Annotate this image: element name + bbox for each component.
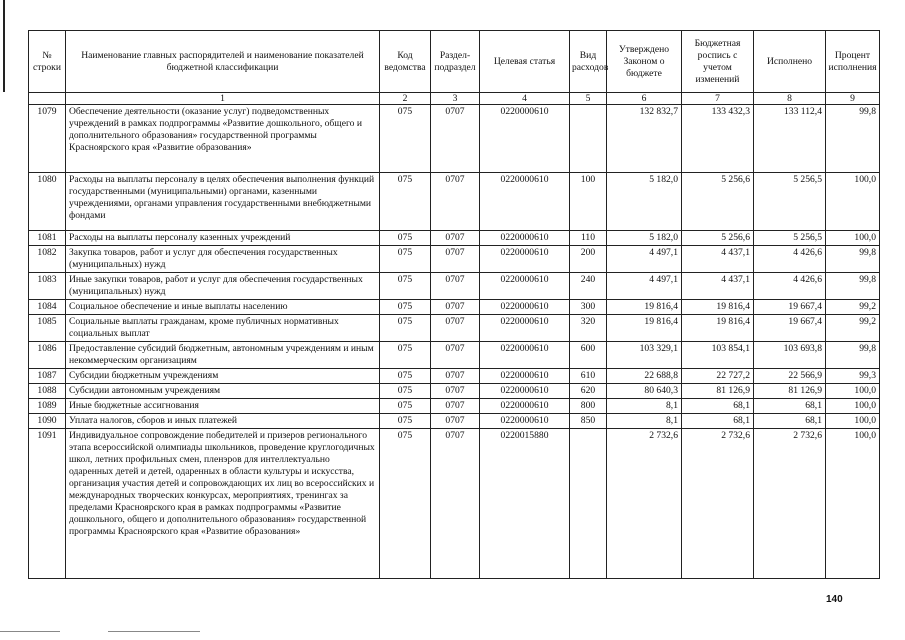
- row-revised: 22 727,2: [682, 369, 754, 384]
- row-target: 0220000610: [480, 369, 570, 384]
- header-row: [29, 31, 880, 93]
- row-approved: 5 182,0: [607, 173, 682, 231]
- row-expense: 850: [570, 414, 607, 429]
- row-revised: 68,1: [682, 414, 754, 429]
- table-row: [29, 399, 880, 414]
- table-row: [29, 414, 880, 429]
- row-executed: 4 426,6: [754, 273, 826, 300]
- row-target: 0220000610: [480, 300, 570, 315]
- row-num: 1084: [29, 300, 66, 315]
- row-dept: 075: [380, 342, 431, 369]
- column-number: 8: [754, 93, 826, 105]
- row-dept: 075: [380, 273, 431, 300]
- table-row: [29, 105, 880, 173]
- row-percent: 99,3: [826, 369, 880, 384]
- row-target: 0220000610: [480, 384, 570, 399]
- row-revised: 5 256,6: [682, 231, 754, 246]
- row-target: 0220000610: [480, 342, 570, 369]
- row-percent: 100,0: [826, 384, 880, 399]
- header-dept: Код ведомства: [380, 31, 431, 93]
- header-num: № строки: [29, 31, 66, 93]
- row-name: Расходы на выплаты персоналу в целях обеспечения выполнения функций государственными (муниципальными) органами, казенными учреждениями, органами управления государственными внебюджетными фондами: [66, 173, 380, 231]
- page-edge-rule: [3, 0, 5, 92]
- row-executed: 2 732,6: [754, 429, 826, 579]
- row-approved: 2 732,6: [607, 429, 682, 579]
- row-percent: 99,8: [826, 105, 880, 173]
- table-row: [29, 342, 880, 369]
- row-expense: 320: [570, 315, 607, 342]
- row-num: 1085: [29, 315, 66, 342]
- table-row: [29, 384, 880, 399]
- row-num: 1080: [29, 173, 66, 231]
- row-section: 0707: [431, 315, 480, 342]
- table-row: [29, 369, 880, 384]
- row-executed: 5 256,5: [754, 231, 826, 246]
- row-section: 0707: [431, 246, 480, 273]
- row-num: 1087: [29, 369, 66, 384]
- column-number: 7: [682, 93, 754, 105]
- row-target: 0220000610: [480, 173, 570, 231]
- row-percent: 99,2: [826, 300, 880, 315]
- row-expense: 610: [570, 369, 607, 384]
- table-row: [29, 315, 880, 342]
- row-approved: 5 182,0: [607, 231, 682, 246]
- row-target: 0220000610: [480, 105, 570, 173]
- row-section: 0707: [431, 342, 480, 369]
- row-revised: 2 732,6: [682, 429, 754, 579]
- row-revised: 4 437,1: [682, 246, 754, 273]
- row-approved: 4 497,1: [607, 273, 682, 300]
- column-number: 4: [480, 93, 570, 105]
- header-revised: Бюджетная роспись с учетом изменений: [682, 31, 754, 93]
- row-revised: 68,1: [682, 399, 754, 414]
- row-approved: 22 688,8: [607, 369, 682, 384]
- row-expense: 240: [570, 273, 607, 300]
- row-dept: 075: [380, 414, 431, 429]
- row-num: 1089: [29, 399, 66, 414]
- row-expense: [570, 105, 607, 173]
- row-section: 0707: [431, 429, 480, 579]
- row-target: 0220000610: [480, 231, 570, 246]
- row-name: Обеспечение деятельности (оказание услуг) подведомственных учреждений в рамках подпрограммы «Развитие дошкольного, общего и дополнительного образования» государственной программы Красноярского края «Развитие образования»: [66, 105, 380, 173]
- column-number: 1: [66, 93, 380, 105]
- row-target: 0220000610: [480, 399, 570, 414]
- row-section: 0707: [431, 414, 480, 429]
- row-executed: 19 667,4: [754, 315, 826, 342]
- row-revised: 4 437,1: [682, 273, 754, 300]
- row-executed: 19 667,4: [754, 300, 826, 315]
- row-target: 0220000610: [480, 414, 570, 429]
- row-num: 1090: [29, 414, 66, 429]
- row-approved: 4 497,1: [607, 246, 682, 273]
- header-target: Целевая статья: [480, 31, 570, 93]
- row-revised: 19 816,4: [682, 315, 754, 342]
- row-section: 0707: [431, 173, 480, 231]
- row-target: 0220000610: [480, 273, 570, 300]
- row-num: 1088: [29, 384, 66, 399]
- row-expense: 600: [570, 342, 607, 369]
- row-percent: 100,0: [826, 173, 880, 231]
- row-executed: 133 112,4: [754, 105, 826, 173]
- row-target: 0220000610: [480, 315, 570, 342]
- row-dept: 075: [380, 369, 431, 384]
- row-target: 0220000610: [480, 246, 570, 273]
- row-executed: 81 126,9: [754, 384, 826, 399]
- row-name: Социальные выплаты гражданам, кроме публичных нормативных социальных выплат: [66, 315, 380, 342]
- row-dept: 075: [380, 429, 431, 579]
- row-num: 1081: [29, 231, 66, 246]
- table-body: [29, 105, 880, 579]
- column-number: [29, 93, 66, 105]
- row-name: Расходы на выплаты персоналу казенных учреждений: [66, 231, 380, 246]
- row-section: 0707: [431, 384, 480, 399]
- row-section: 0707: [431, 369, 480, 384]
- row-revised: 19 816,4: [682, 300, 754, 315]
- column-number: 2: [380, 93, 431, 105]
- row-dept: 075: [380, 173, 431, 231]
- row-name: Иные бюджетные ассигнования: [66, 399, 380, 414]
- row-name: Уплата налогов, сборов и иных платежей: [66, 414, 380, 429]
- row-approved: 8,1: [607, 399, 682, 414]
- row-section: 0707: [431, 105, 480, 173]
- table-row: [29, 246, 880, 273]
- row-dept: 075: [380, 300, 431, 315]
- column-number: 5: [570, 93, 607, 105]
- row-percent: 100,0: [826, 231, 880, 246]
- row-name: Иные закупки товаров, работ и услуг для обеспечения государственных (муниципальных) нужд: [66, 273, 380, 300]
- row-approved: 19 816,4: [607, 315, 682, 342]
- table-row: [29, 429, 880, 579]
- row-revised: 5 256,6: [682, 173, 754, 231]
- column-number-row: [29, 93, 880, 105]
- row-expense: 800: [570, 399, 607, 414]
- row-executed: 68,1: [754, 399, 826, 414]
- table-row: [29, 300, 880, 315]
- row-dept: 075: [380, 384, 431, 399]
- row-executed: 4 426,6: [754, 246, 826, 273]
- row-section: 0707: [431, 231, 480, 246]
- column-number: 9: [826, 93, 880, 105]
- row-percent: 99,8: [826, 342, 880, 369]
- row-revised: 103 854,1: [682, 342, 754, 369]
- row-num: 1086: [29, 342, 66, 369]
- row-num: 1091: [29, 429, 66, 579]
- row-revised: 81 126,9: [682, 384, 754, 399]
- row-dept: 075: [380, 105, 431, 173]
- row-expense: 300: [570, 300, 607, 315]
- row-executed: 22 566,9: [754, 369, 826, 384]
- row-executed: 103 693,8: [754, 342, 826, 369]
- scan-artifact-line: [0, 631, 60, 632]
- row-section: 0707: [431, 300, 480, 315]
- row-percent: 100,0: [826, 429, 880, 579]
- row-num: 1082: [29, 246, 66, 273]
- page-number: 140: [826, 594, 843, 605]
- row-dept: 075: [380, 315, 431, 342]
- row-dept: 075: [380, 246, 431, 273]
- row-section: 0707: [431, 399, 480, 414]
- table-row: [29, 273, 880, 300]
- row-revised: 133 432,3: [682, 105, 754, 173]
- column-number: 3: [431, 93, 480, 105]
- row-expense: [570, 429, 607, 579]
- row-target: 0220015880: [480, 429, 570, 579]
- row-expense: 110: [570, 231, 607, 246]
- row-executed: 68,1: [754, 414, 826, 429]
- row-approved: 8,1: [607, 414, 682, 429]
- row-name: Закупка товаров, работ и услуг для обеспечения государственных (муниципальных) нужд: [66, 246, 380, 273]
- row-num: 1079: [29, 105, 66, 173]
- row-section: 0707: [431, 273, 480, 300]
- header-percent: Процент исполнения: [826, 31, 880, 93]
- row-percent: 99,8: [826, 246, 880, 273]
- row-approved: 132 832,7: [607, 105, 682, 173]
- row-percent: 100,0: [826, 399, 880, 414]
- row-name: Предоставление субсидий бюджетным, автономным учреждениям и иным некоммерческим организациям: [66, 342, 380, 369]
- row-percent: 99,8: [826, 273, 880, 300]
- header-executed: Исполнено: [754, 31, 826, 93]
- header-section: Раздел-подраздел: [431, 31, 480, 93]
- table-row: [29, 173, 880, 231]
- row-expense: 200: [570, 246, 607, 273]
- header-approved: Утверждено Законом о бюджете: [607, 31, 682, 93]
- row-name: Индивидуальное сопровождение победителей и призеров регионального этапа всероссийской олимпиады школьников, проведение круглогодичных школ, летних профильных смен, пленэров для интеллектуально одаренных детей и детей, одаренных в области культуры и искусства, организация участия детей и сопровождающих их лиц во всероссийских и международных творческих конкурсах, мероприятиях, тренингах за пределами Красноярского края в рамках подпрограммы «Развитие дошкольного, общего и дополнительного образования» государственной программы Красноярского края «Развитие образования»: [66, 429, 380, 579]
- row-executed: 5 256,5: [754, 173, 826, 231]
- row-expense: 620: [570, 384, 607, 399]
- column-number: 6: [607, 93, 682, 105]
- row-name: Субсидии бюджетным учреждениям: [66, 369, 380, 384]
- scan-artifact-line: [108, 631, 200, 632]
- row-dept: 075: [380, 399, 431, 414]
- header-name: Наименование главных распорядителей и наименование показателей бюджетной классификации: [66, 31, 380, 93]
- budget-execution-table: [28, 30, 880, 579]
- row-num: 1083: [29, 273, 66, 300]
- table-row: [29, 231, 880, 246]
- row-approved: 103 329,1: [607, 342, 682, 369]
- row-approved: 80 640,3: [607, 384, 682, 399]
- row-name: Субсидии автономным учреждениям: [66, 384, 380, 399]
- row-name: Социальное обеспечение и иные выплаты населению: [66, 300, 380, 315]
- row-percent: 100,0: [826, 414, 880, 429]
- row-approved: 19 816,4: [607, 300, 682, 315]
- row-dept: 075: [380, 231, 431, 246]
- row-percent: 99,2: [826, 315, 880, 342]
- header-expense: Вид расходов: [570, 31, 607, 93]
- row-expense: 100: [570, 173, 607, 231]
